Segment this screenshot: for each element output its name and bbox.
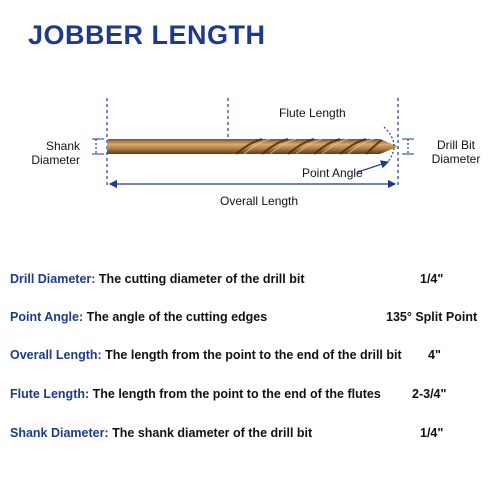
spec-description: The length from the point to the end of the drill bit xyxy=(105,348,402,362)
flute-length-label: Flute Length xyxy=(279,106,346,120)
spec-row-point-angle xyxy=(10,310,498,330)
spec-description: The length from the point to the end of the flutes xyxy=(92,387,381,401)
spec-term: Overall Length: xyxy=(10,348,106,362)
spec-term: Shank Diameter: xyxy=(10,426,113,440)
spec-row-shank-diameter xyxy=(10,426,498,446)
spec-term: Point Angle: xyxy=(10,310,87,324)
drill-bit-diameter-label: Drill Bit Diameter xyxy=(431,138,481,166)
spec-description: The cutting diameter of the drill bit xyxy=(98,272,305,286)
spec-term: Drill Diameter: xyxy=(10,272,99,286)
spec-value: 1/4" xyxy=(420,426,444,440)
spec-value: 1/4" xyxy=(420,272,444,286)
spec-description: The angle of the cutting edges xyxy=(86,310,268,324)
drill-bit-shank xyxy=(107,139,229,154)
spec-value: 135° Split Point xyxy=(386,310,478,324)
page-title: JOBBER LENGTH xyxy=(28,20,266,50)
point-angle-label: Point Angle xyxy=(302,166,363,180)
spec-term: Flute Length: xyxy=(10,387,93,401)
spec-row-drill-diameter xyxy=(10,272,498,292)
spec-description: The shank diameter of the drill bit xyxy=(112,426,313,440)
shank-diameter-label: Shank Diameter xyxy=(31,139,80,167)
spec-value: 2-3/4" xyxy=(412,387,447,401)
spec-value: 4" xyxy=(428,348,441,362)
overall-length-label: Overall Length xyxy=(220,194,299,208)
spec-row-overall-length xyxy=(10,348,498,368)
spec-row-flute-length xyxy=(10,387,498,407)
